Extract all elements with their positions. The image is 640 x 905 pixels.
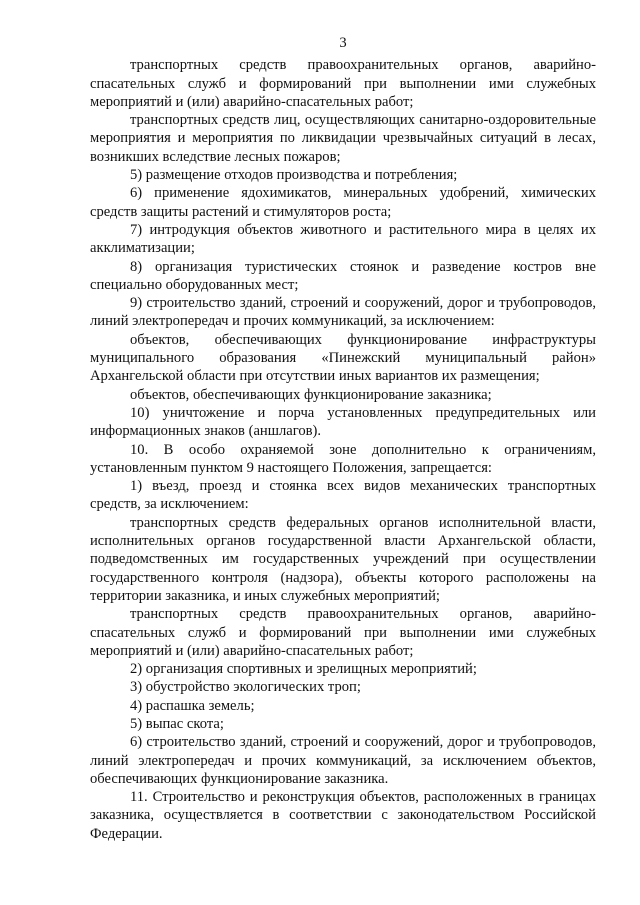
paragraph: 7) интродукция объектов животного и растительного мира в целях их акклиматизации; — [90, 221, 596, 257]
paragraph: 6) строительство зданий, строений и сооружений, дорог и трубопроводов, линий электропередач и прочих коммуникаций, за исключением объектов, обеспечивающих функционирование заказника. — [90, 734, 596, 787]
paragraph: 6) применение ядохимикатов, минеральных удобрений, химических средств защиты растений и стимуляторов роста; — [90, 185, 596, 220]
paragraph: объектов, обеспечивающих функционирование заказника; — [130, 386, 492, 403]
paragraph: 1) въезд, проезд и стоянка всех видов механических транспортных средств, за исключением: — [90, 478, 596, 513]
paragraph: 2) организация спортивных и зрелищных мероприятий; — [130, 661, 477, 678]
paragraph: 9) строительство зданий, строений и сооружений, дорог и трубопроводов, линий электропередач и прочих коммуникаций, за исключением: — [90, 295, 596, 330]
paragraph: 11. Строительство и реконструкция объектов, расположенных в границах заказника, осуществляется в соответствии с законодательством Российской Федерации. — [90, 789, 596, 842]
document-page — [90, 34, 596, 843]
paragraph: 3) обустройство экологических троп; — [130, 679, 361, 696]
paragraph: транспортных средств правоохранительных органов, аварийно-спасательных служб и формирований при выполнении ими служебных мероприятий и (или) аварийно-спасательных работ; — [90, 606, 596, 659]
paragraph: 5) размещение отходов производства и потребления; — [130, 167, 458, 184]
paragraph: 5) выпас скота; — [130, 715, 224, 732]
paragraph: 8) организация туристических стоянок и разведение костров вне специально оборудованных мест; — [90, 258, 596, 293]
paragraph: транспортных средств федеральных органов исполнительной власти, исполнительных органов государственной власти Архангельской области, подведомственных им государственных учреждений при осуществлении государственного контроля (надзора), объекты которого расположены на территории заказника, и иных служебных мероприятий; — [90, 514, 596, 604]
paragraph: транспортных средств лиц, осуществляющих санитарно-оздоровительные мероприятия и мероприятия по ликвидации чрезвычайных ситуаций в лесах, возникших вследствие лесных пожаров; — [90, 112, 596, 165]
paragraph: транспортных средств правоохранительных органов, аварийно-спасательных служб и формирований при выполнении ими служебных мероприятий и (или) аварийно-спасательных работ; — [90, 57, 596, 110]
paragraph: 4) распашка земель; — [130, 697, 255, 714]
paragraph: объектов, обеспечивающих функционирование инфраструктуры муниципального образования «Пинежский муниципальный район» Архангельской области при отсутствии иных вариантов их размещения; — [90, 331, 596, 385]
paragraph: 10. В особо охраняемой зоне дополнительно к ограничениям, установленным пунктом 9 настоящего Положения, запрещается: — [90, 441, 596, 476]
paragraph: 10) уничтожение и порча установленных предупредительных или информационных знаков (аншлагов). — [90, 404, 596, 440]
page-number: 3 — [339, 35, 347, 51]
